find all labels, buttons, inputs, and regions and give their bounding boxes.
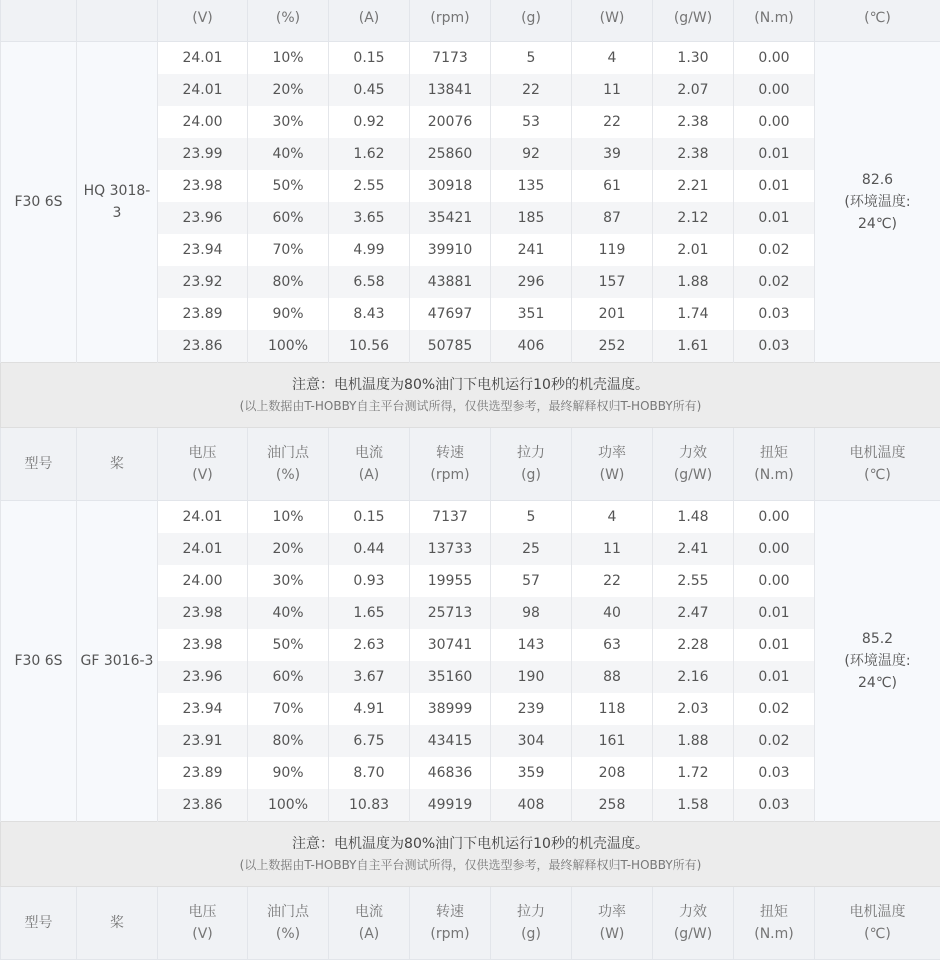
- note-line1: 注意：电机温度为80%油门下电机运行10秒的机壳温度。: [1, 374, 940, 396]
- header-power: [572, 0, 653, 42]
- cell-thrust: 135: [491, 170, 572, 202]
- header-prop: [77, 0, 158, 42]
- header-unit: (%): [248, 464, 328, 486]
- cell-torque: 0.03: [734, 789, 815, 822]
- cell-power: 88: [572, 661, 653, 693]
- header-label: 转速: [410, 901, 490, 923]
- cell-current: 1.62: [329, 138, 410, 170]
- header-unit: (g/W): [653, 923, 733, 945]
- header-unit: (W): [572, 923, 652, 945]
- temp-line2: (环境温度:: [815, 650, 940, 672]
- header-voltage: [158, 428, 248, 501]
- temp-line3: 24℃): [815, 213, 940, 235]
- cell-power: 118: [572, 693, 653, 725]
- cell-efficiency: 2.07: [653, 74, 734, 106]
- header-unit: (W): [572, 7, 652, 29]
- header-current: [329, 428, 410, 501]
- header-throttle: [248, 887, 329, 960]
- cell-current: 1.65: [329, 597, 410, 629]
- header-unit: (A): [329, 7, 409, 29]
- cell-current: 0.44: [329, 533, 410, 565]
- cell-voltage: 23.96: [158, 202, 248, 234]
- cell-torque: 0.00: [734, 106, 815, 138]
- cell-current: 10.56: [329, 330, 410, 363]
- cell-torque: 0.02: [734, 266, 815, 298]
- note-cell: [1, 363, 940, 428]
- cell-throttle: 50%: [248, 170, 329, 202]
- prop-line2: 3: [77, 202, 157, 224]
- motor-temp-cell: [815, 42, 940, 363]
- cell-efficiency: 2.01: [653, 234, 734, 266]
- cell-efficiency: 2.03: [653, 693, 734, 725]
- cell-throttle: 50%: [248, 629, 329, 661]
- header-prop: [77, 428, 158, 501]
- header-torque: [734, 428, 815, 501]
- header-throttle: [248, 0, 329, 42]
- header-efficiency: [653, 428, 734, 501]
- cell-voltage: 24.01: [158, 42, 248, 75]
- cell-voltage: 23.98: [158, 629, 248, 661]
- header-row: [1, 0, 940, 42]
- cell-rpm: 13841: [410, 74, 491, 106]
- header-unit: (N.m): [734, 923, 814, 945]
- cell-torque: 0.03: [734, 330, 815, 363]
- header-rpm: [410, 428, 491, 501]
- motor-temp-cell: [815, 501, 940, 822]
- cell-rpm: 30741: [410, 629, 491, 661]
- cell-current: 0.15: [329, 42, 410, 75]
- cell-thrust: 408: [491, 789, 572, 822]
- cell-torque: 0.00: [734, 74, 815, 106]
- cell-thrust: 304: [491, 725, 572, 757]
- temp-line1: 82.6: [815, 169, 940, 191]
- header-label: 油门点: [248, 901, 328, 923]
- cell-throttle: 30%: [248, 106, 329, 138]
- header-voltage: [158, 0, 248, 42]
- cell-current: 0.93: [329, 565, 410, 597]
- cell-thrust: 92: [491, 138, 572, 170]
- cell-throttle: 70%: [248, 693, 329, 725]
- header-label: 功率: [572, 442, 652, 464]
- cell-torque: 0.01: [734, 629, 815, 661]
- cell-power: 119: [572, 234, 653, 266]
- cell-torque: 0.01: [734, 138, 815, 170]
- header-label: 油门点: [248, 442, 328, 464]
- note-line2: (以上数据由T-HOBBY自主平台测试所得，仅供选型参考，最终解释权归T-HOBBY所有): [1, 396, 940, 416]
- header-row: [1, 428, 940, 501]
- header-label: 电流: [329, 901, 409, 923]
- cell-current: 4.99: [329, 234, 410, 266]
- cell-current: 6.75: [329, 725, 410, 757]
- cell-throttle: 40%: [248, 597, 329, 629]
- header-efficiency: [653, 887, 734, 960]
- cell-rpm: 25860: [410, 138, 491, 170]
- cell-voltage: 23.98: [158, 597, 248, 629]
- cell-thrust: 406: [491, 330, 572, 363]
- table-row: [1, 501, 940, 534]
- cell-torque: 0.00: [734, 42, 815, 75]
- cell-thrust: 185: [491, 202, 572, 234]
- cell-efficiency: 1.72: [653, 757, 734, 789]
- cell-power: 63: [572, 629, 653, 661]
- header-unit: (A): [329, 923, 409, 945]
- header-torque: [734, 887, 815, 960]
- header-label: 型号: [1, 453, 76, 475]
- header-rpm: [410, 0, 491, 42]
- cell-efficiency: 1.48: [653, 501, 734, 534]
- model-cell: F30 6S: [1, 501, 77, 822]
- header-unit: (A): [329, 464, 409, 486]
- header-model: [1, 0, 77, 42]
- cell-throttle: 60%: [248, 661, 329, 693]
- header-thrust: [491, 887, 572, 960]
- cell-voltage: 23.99: [158, 138, 248, 170]
- cell-power: 161: [572, 725, 653, 757]
- cell-power: 87: [572, 202, 653, 234]
- header-throttle: [248, 428, 329, 501]
- cell-throttle: 30%: [248, 565, 329, 597]
- note-row: [1, 363, 940, 428]
- cell-voltage: 23.94: [158, 693, 248, 725]
- cell-rpm: 49919: [410, 789, 491, 822]
- header-unit: (rpm): [410, 7, 490, 29]
- cell-power: 61: [572, 170, 653, 202]
- cell-voltage: 23.86: [158, 789, 248, 822]
- header-row: [1, 887, 940, 960]
- cell-power: 11: [572, 533, 653, 565]
- cell-torque: 0.01: [734, 597, 815, 629]
- header-current: [329, 887, 410, 960]
- cell-current: 8.70: [329, 757, 410, 789]
- header-efficiency: [653, 0, 734, 42]
- cell-throttle: 60%: [248, 202, 329, 234]
- cell-efficiency: 1.58: [653, 789, 734, 822]
- model-cell: F30 6S: [1, 42, 77, 363]
- cell-rpm: 39910: [410, 234, 491, 266]
- cell-thrust: 57: [491, 565, 572, 597]
- cell-throttle: 100%: [248, 789, 329, 822]
- cell-torque: 0.00: [734, 501, 815, 534]
- cell-rpm: 50785: [410, 330, 491, 363]
- cell-voltage: 23.89: [158, 757, 248, 789]
- cell-efficiency: 2.38: [653, 138, 734, 170]
- cell-power: 11: [572, 74, 653, 106]
- header-power: [572, 887, 653, 960]
- cell-torque: 0.02: [734, 725, 815, 757]
- cell-power: 4: [572, 42, 653, 75]
- header-label: 力效: [653, 442, 733, 464]
- header-motor-temp: [815, 428, 940, 501]
- header-label: 桨: [77, 453, 157, 475]
- header-motor-temp: [815, 887, 940, 960]
- header-unit: (V): [158, 923, 247, 945]
- cell-voltage: 24.01: [158, 74, 248, 106]
- note-row: [1, 822, 940, 887]
- header-unit: (%): [248, 923, 328, 945]
- cell-voltage: 23.91: [158, 725, 248, 757]
- cell-power: 201: [572, 298, 653, 330]
- cell-rpm: 30918: [410, 170, 491, 202]
- cell-current: 8.43: [329, 298, 410, 330]
- cell-throttle: 90%: [248, 757, 329, 789]
- header-unit: (℃): [815, 7, 940, 29]
- cell-throttle: 70%: [248, 234, 329, 266]
- cell-rpm: 7173: [410, 42, 491, 75]
- cell-efficiency: 1.88: [653, 725, 734, 757]
- cell-thrust: 98: [491, 597, 572, 629]
- cell-throttle: 90%: [248, 298, 329, 330]
- header-prop: [77, 887, 158, 960]
- cell-voltage: 23.86: [158, 330, 248, 363]
- header-unit: (g): [491, 464, 571, 486]
- cell-throttle: 10%: [248, 42, 329, 75]
- cell-throttle: 10%: [248, 501, 329, 534]
- cell-torque: 0.01: [734, 170, 815, 202]
- cell-rpm: 7137: [410, 501, 491, 534]
- header-rpm: [410, 887, 491, 960]
- header-unit: (rpm): [410, 923, 490, 945]
- cell-thrust: 296: [491, 266, 572, 298]
- header-label: 电机温度: [815, 901, 940, 923]
- cell-current: 0.15: [329, 501, 410, 534]
- cell-power: 40: [572, 597, 653, 629]
- header-label: 拉力: [491, 442, 571, 464]
- cell-power: 22: [572, 565, 653, 597]
- header-label: 电机温度: [815, 442, 940, 464]
- cell-thrust: 53: [491, 106, 572, 138]
- cell-thrust: 25: [491, 533, 572, 565]
- header-unit: (W): [572, 464, 652, 486]
- header-model: [1, 887, 77, 960]
- cell-throttle: 100%: [248, 330, 329, 363]
- cell-voltage: 24.00: [158, 106, 248, 138]
- cell-efficiency: 1.88: [653, 266, 734, 298]
- cell-throttle: 20%: [248, 74, 329, 106]
- header-current: [329, 0, 410, 42]
- cell-rpm: 35160: [410, 661, 491, 693]
- cell-voltage: 24.01: [158, 533, 248, 565]
- cell-torque: 0.02: [734, 693, 815, 725]
- cell-current: 10.83: [329, 789, 410, 822]
- header-label: 电流: [329, 442, 409, 464]
- cell-rpm: 20076: [410, 106, 491, 138]
- header-unit: (℃): [815, 464, 940, 486]
- cell-rpm: 38999: [410, 693, 491, 725]
- cell-thrust: 190: [491, 661, 572, 693]
- header-label: 扭矩: [734, 442, 814, 464]
- header-unit: (N.m): [734, 7, 814, 29]
- cell-throttle: 20%: [248, 533, 329, 565]
- cell-efficiency: 2.55: [653, 565, 734, 597]
- cell-power: 157: [572, 266, 653, 298]
- cell-current: 6.58: [329, 266, 410, 298]
- header-unit: (V): [158, 7, 247, 29]
- header-voltage: [158, 887, 248, 960]
- cell-voltage: 23.94: [158, 234, 248, 266]
- cell-power: 22: [572, 106, 653, 138]
- cell-current: 0.45: [329, 74, 410, 106]
- cell-power: 208: [572, 757, 653, 789]
- cell-efficiency: 2.38: [653, 106, 734, 138]
- temp-line1: 85.2: [815, 628, 940, 650]
- cell-throttle: 80%: [248, 725, 329, 757]
- prop-cell: [77, 42, 158, 363]
- cell-efficiency: 2.16: [653, 661, 734, 693]
- cell-efficiency: 2.41: [653, 533, 734, 565]
- header-unit: (g): [491, 923, 571, 945]
- header-unit: (g/W): [653, 7, 733, 29]
- cell-voltage: 23.89: [158, 298, 248, 330]
- header-unit: (V): [158, 464, 247, 486]
- header-unit: (%): [248, 7, 328, 29]
- cell-torque: 0.00: [734, 565, 815, 597]
- header-thrust: [491, 428, 572, 501]
- cell-current: 4.91: [329, 693, 410, 725]
- cell-power: 39: [572, 138, 653, 170]
- cell-current: 0.92: [329, 106, 410, 138]
- prop-cell: [77, 501, 158, 822]
- cell-current: 2.63: [329, 629, 410, 661]
- header-thrust: [491, 0, 572, 42]
- header-label: 功率: [572, 901, 652, 923]
- temp-line2: (环境温度:: [815, 191, 940, 213]
- cell-thrust: 143: [491, 629, 572, 661]
- cell-thrust: 239: [491, 693, 572, 725]
- note-line2: (以上数据由T-HOBBY自主平台测试所得，仅供选型参考，最终解释权归T-HOBBY所有): [1, 855, 940, 875]
- cell-torque: 0.01: [734, 661, 815, 693]
- cell-efficiency: 2.12: [653, 202, 734, 234]
- cell-voltage: 24.00: [158, 565, 248, 597]
- header-label: 扭矩: [734, 901, 814, 923]
- cell-voltage: 24.01: [158, 501, 248, 534]
- header-unit: (g): [491, 7, 571, 29]
- table-row: [1, 42, 940, 75]
- cell-torque: 0.03: [734, 757, 815, 789]
- header-label: 电压: [158, 901, 247, 923]
- cell-current: 3.65: [329, 202, 410, 234]
- cell-efficiency: 2.47: [653, 597, 734, 629]
- cell-throttle: 40%: [248, 138, 329, 170]
- header-unit: (rpm): [410, 464, 490, 486]
- header-label: 转速: [410, 442, 490, 464]
- cell-rpm: 43881: [410, 266, 491, 298]
- cell-rpm: 19955: [410, 565, 491, 597]
- cell-torque: 0.00: [734, 533, 815, 565]
- header-unit: (g/W): [653, 464, 733, 486]
- cell-rpm: 13733: [410, 533, 491, 565]
- cell-voltage: 23.92: [158, 266, 248, 298]
- header-label: 桨: [77, 912, 157, 934]
- cell-efficiency: 1.30: [653, 42, 734, 75]
- cell-efficiency: 2.21: [653, 170, 734, 202]
- cell-thrust: 5: [491, 42, 572, 75]
- cell-torque: 0.02: [734, 234, 815, 266]
- header-unit: (N.m): [734, 464, 814, 486]
- cell-power: 252: [572, 330, 653, 363]
- cell-current: 2.55: [329, 170, 410, 202]
- cell-efficiency: 1.74: [653, 298, 734, 330]
- prop-line1: HQ 3018-: [77, 180, 157, 202]
- prop-line1: GF 3016-3: [77, 650, 157, 672]
- cell-thrust: 241: [491, 234, 572, 266]
- cell-voltage: 23.96: [158, 661, 248, 693]
- cell-rpm: 47697: [410, 298, 491, 330]
- header-model: [1, 428, 77, 501]
- cell-rpm: 35421: [410, 202, 491, 234]
- cell-torque: 0.03: [734, 298, 815, 330]
- cell-efficiency: 2.28: [653, 629, 734, 661]
- cell-rpm: 25713: [410, 597, 491, 629]
- cell-torque: 0.01: [734, 202, 815, 234]
- cell-power: 4: [572, 501, 653, 534]
- cell-throttle: 80%: [248, 266, 329, 298]
- header-power: [572, 428, 653, 501]
- header-label: 电压: [158, 442, 247, 464]
- header-unit: (℃): [815, 923, 940, 945]
- header-label: 拉力: [491, 901, 571, 923]
- cell-voltage: 23.98: [158, 170, 248, 202]
- temp-line3: 24℃): [815, 672, 940, 694]
- header-torque: [734, 0, 815, 42]
- cell-rpm: 46836: [410, 757, 491, 789]
- cell-power: 258: [572, 789, 653, 822]
- cell-thrust: 359: [491, 757, 572, 789]
- cell-rpm: 43415: [410, 725, 491, 757]
- note-cell: [1, 822, 940, 887]
- cell-thrust: 351: [491, 298, 572, 330]
- note-line1: 注意：电机温度为80%油门下电机运行10秒的机壳温度。: [1, 833, 940, 855]
- header-motor-temp: [815, 0, 940, 42]
- cell-thrust: 22: [491, 74, 572, 106]
- cell-current: 3.67: [329, 661, 410, 693]
- header-label: 型号: [1, 912, 76, 934]
- cell-efficiency: 1.61: [653, 330, 734, 363]
- cell-thrust: 5: [491, 501, 572, 534]
- header-label: 力效: [653, 901, 733, 923]
